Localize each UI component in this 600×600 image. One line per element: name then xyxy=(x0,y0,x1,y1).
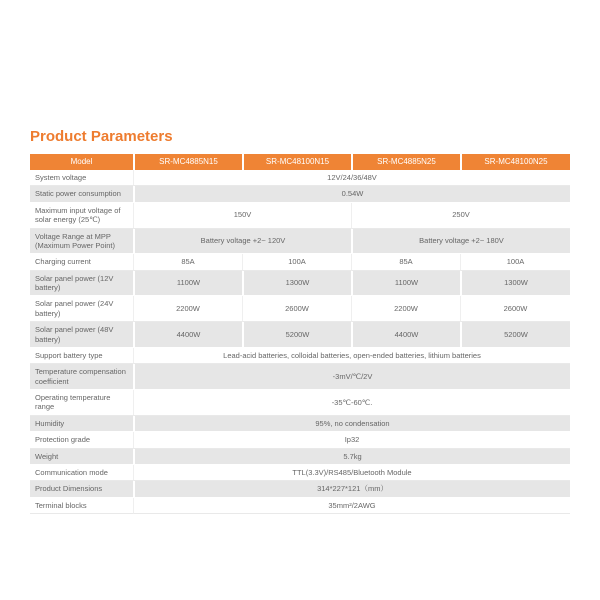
model-header-cell-1: SR-MC4885N15 xyxy=(133,154,242,170)
param-value-cell: Ip32 xyxy=(133,432,570,448)
param-value-cell: 12V/24/36/48V xyxy=(133,170,570,186)
param-label-cell: Voltage Range at MPP (Maximum Power Point) xyxy=(30,229,133,255)
table-body xyxy=(30,170,570,514)
param-value-cell: 314*227*121（mm） xyxy=(133,481,570,497)
param-value-cell: 5.7kg xyxy=(133,449,570,465)
param-value-cell: 2200W xyxy=(133,296,242,322)
param-value-cell: -35℃-60℃. xyxy=(133,390,570,416)
param-value-cell: 1300W xyxy=(460,271,570,297)
param-value-cell: 85A xyxy=(351,254,460,270)
table-row xyxy=(30,364,570,390)
param-value-cell: 2600W xyxy=(460,296,570,322)
model-header-label-cell: Model xyxy=(30,154,133,170)
param-value-cell: 150V xyxy=(133,203,351,229)
param-label-cell: Protection grade xyxy=(30,432,133,448)
table-row xyxy=(30,416,570,432)
param-label-cell: Charging current xyxy=(30,254,133,270)
param-value-cell: 4400W xyxy=(351,322,460,348)
param-label-cell: Humidity xyxy=(30,416,133,432)
param-value-cell: 100A xyxy=(242,254,351,270)
table-row xyxy=(30,203,570,229)
table-header-row xyxy=(30,154,570,170)
table-row xyxy=(30,186,570,202)
param-value-cell: 2200W xyxy=(351,296,460,322)
table-row xyxy=(30,348,570,364)
param-label-cell: Static power consumption xyxy=(30,186,133,202)
param-label-cell: Solar panel power (12V battery) xyxy=(30,271,133,297)
table-row xyxy=(30,271,570,297)
param-label-cell: Support battery type xyxy=(30,348,133,364)
param-label-cell: Operating temperature range xyxy=(30,390,133,416)
param-value-cell: 2600W xyxy=(242,296,351,322)
param-label-cell: System voltage xyxy=(30,170,133,186)
param-value-cell: 5200W xyxy=(460,322,570,348)
table-row xyxy=(30,390,570,416)
param-value-cell: 35mm²/2AWG xyxy=(133,498,570,514)
table-row xyxy=(30,322,570,348)
page-title: Product Parameters xyxy=(30,128,173,145)
param-value-cell: 4400W xyxy=(133,322,242,348)
parameters-table xyxy=(30,154,570,514)
param-value-cell: Battery voltage +2~ 180V xyxy=(351,229,570,255)
table-row xyxy=(30,465,570,481)
table-row xyxy=(30,498,570,514)
param-value-cell: 0.54W xyxy=(133,186,570,202)
param-label-cell: Solar panel power (24V battery) xyxy=(30,296,133,322)
param-value-cell: 1100W xyxy=(351,271,460,297)
table-row xyxy=(30,254,570,270)
param-value-cell: Lead-acid batteries, colloidal batteries, open-ended batteries, lithium batteries xyxy=(133,348,570,364)
param-value-cell: 1100W xyxy=(133,271,242,297)
param-label-cell: Temperature compensation coefficient xyxy=(30,364,133,390)
param-label-cell: Maximum input voltage of solar energy (25℃) xyxy=(30,203,133,229)
param-label-cell: Product Dimensions xyxy=(30,481,133,497)
table-row xyxy=(30,432,570,448)
table-row xyxy=(30,170,570,186)
param-label-cell: Communication mode xyxy=(30,465,133,481)
param-value-cell: -3mV/℃/2V xyxy=(133,364,570,390)
param-value-cell: 5200W xyxy=(242,322,351,348)
table-row xyxy=(30,449,570,465)
param-label-cell: Solar panel power (48V battery) xyxy=(30,322,133,348)
table-row xyxy=(30,296,570,322)
param-value-cell: TTL(3.3V)/RS485/Bluetooth Module xyxy=(133,465,570,481)
param-value-cell: 100A xyxy=(460,254,570,270)
param-label-cell: Weight xyxy=(30,449,133,465)
param-value-cell: 1300W xyxy=(242,271,351,297)
param-value-cell: 250V xyxy=(351,203,570,229)
model-header-cell-3: SR-MC4885N25 xyxy=(351,154,460,170)
param-label-cell: Terminal blocks xyxy=(30,498,133,514)
param-value-cell: 85A xyxy=(133,254,242,270)
table-row xyxy=(30,481,570,497)
table-row xyxy=(30,229,570,255)
param-value-cell: 95%, no condensation xyxy=(133,416,570,432)
model-header-cell-2: SR-MC48100N15 xyxy=(242,154,351,170)
model-header-cell-4: SR-MC48100N25 xyxy=(460,154,570,170)
param-value-cell: Battery voltage +2~ 120V xyxy=(133,229,351,255)
